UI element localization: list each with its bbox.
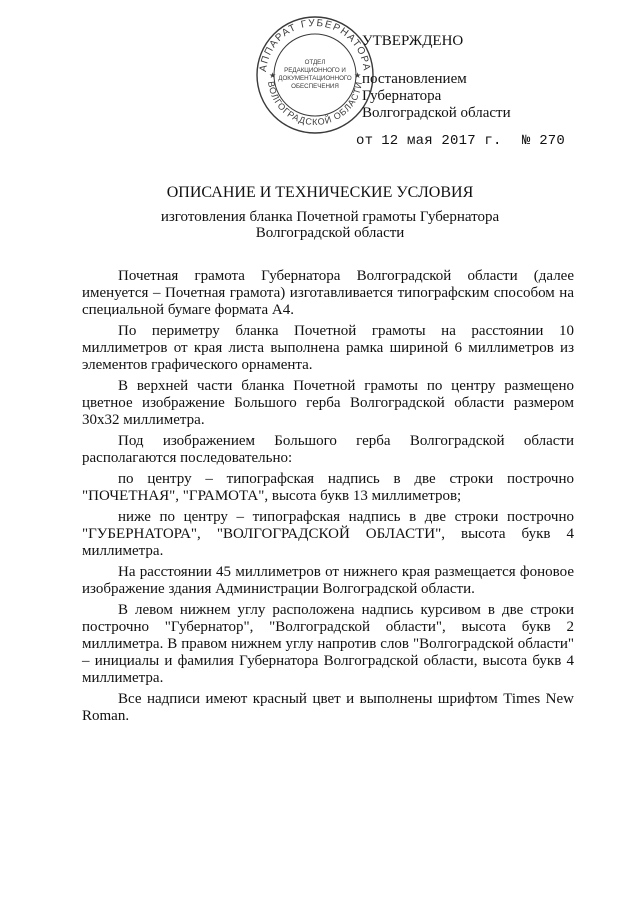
approval-date-line [356,133,566,149]
star-icon: ★ [269,71,277,80]
stamp-center-line: РЕДАКЦИОННОГО И [284,67,346,74]
star-icon: ★ [354,71,362,80]
stamp-ring-top: АППАРАТ ГУБЕРНАТОРА [257,17,373,73]
approval-date: 12 мая 2017 г. [381,133,502,149]
paragraph: по центру – типографская надпись в две строки построчно "ПОЧЕТНАЯ", "ГРАМОТА", высота букв 13 миллиметров; [82,471,574,504]
paragraph: ниже по центру – типографская надпись в две строки построчно "ГУБЕРНАТОРА", "ВОЛГОГРАДСКОЙ ОБЛАСТИ", высота букв 4 миллиметра. [82,509,574,559]
document-body [82,268,574,729]
stamp-center-line: ОБЕСПЕЧЕНИЯ [291,83,339,90]
approved-label: УТВЕРЖДЕНО [362,33,464,49]
paragraph: По периметру бланка Почетной грамоты на расстоянии 10 миллиметров от края листа выполнена рамка шириной 6 миллиметров из элементов графического орнамента. [82,323,574,373]
stamp-center-line: ДОКУМЕНТАЦИОННОГО [278,75,352,82]
paragraph: Почетная грамота Губернатора Волгоградской области (далее именуется – Почетная грамота) изготавливается типографским способом на специальной бумаге формата А4. [82,268,574,318]
official-stamp [254,14,376,136]
paragraph: В верхней части бланка Почетной грамоты по центру размещено цветное изображение Большого герба Волгоградской области размером 30х32 миллиметра. [82,378,574,428]
stamp-center-line: ОТДЕЛ [304,59,326,66]
paragraph: На расстоянии 45 миллиметров от нижнего края размещается фоновое изображение здания Администрации Волгоградской области. [82,564,574,597]
paragraph: Под изображением Большого герба Волгоградской области располагаются последовательно: [82,433,574,466]
approval-resolution: постановлением [362,71,467,87]
approval-number: № 270 [522,133,566,149]
paragraph: В левом нижнем углу расположена надпись курсивом в две строки построчно "Губернатор", "Волгоградской области", высота букв 2 миллиметра. В правом нижнем углу напротив слов "Волгоградской области" – инициалы и фамилия Губернатора Волгоградской области, высота букв 4 миллиметра. [82,602,574,686]
document-subtitle: изготовления бланка Почетной грамоты Губернатора Волгоградской области [160,209,500,241]
paragraph: Все надписи имеют красный цвет и выполнены шрифтом Times New Roman. [82,691,574,724]
approval-governor: Губернатора [362,88,442,104]
stamp-ring-bottom: ВОЛГОГРАДСКОЙ ОБЛАСТИ [266,80,364,128]
approval-block [362,33,511,122]
date-prefix: от [356,133,374,149]
approval-region: Волгоградской области [362,105,511,121]
document-title: ОПИСАНИЕ И ТЕХНИЧЕСКИЕ УСЛОВИЯ [166,184,474,201]
